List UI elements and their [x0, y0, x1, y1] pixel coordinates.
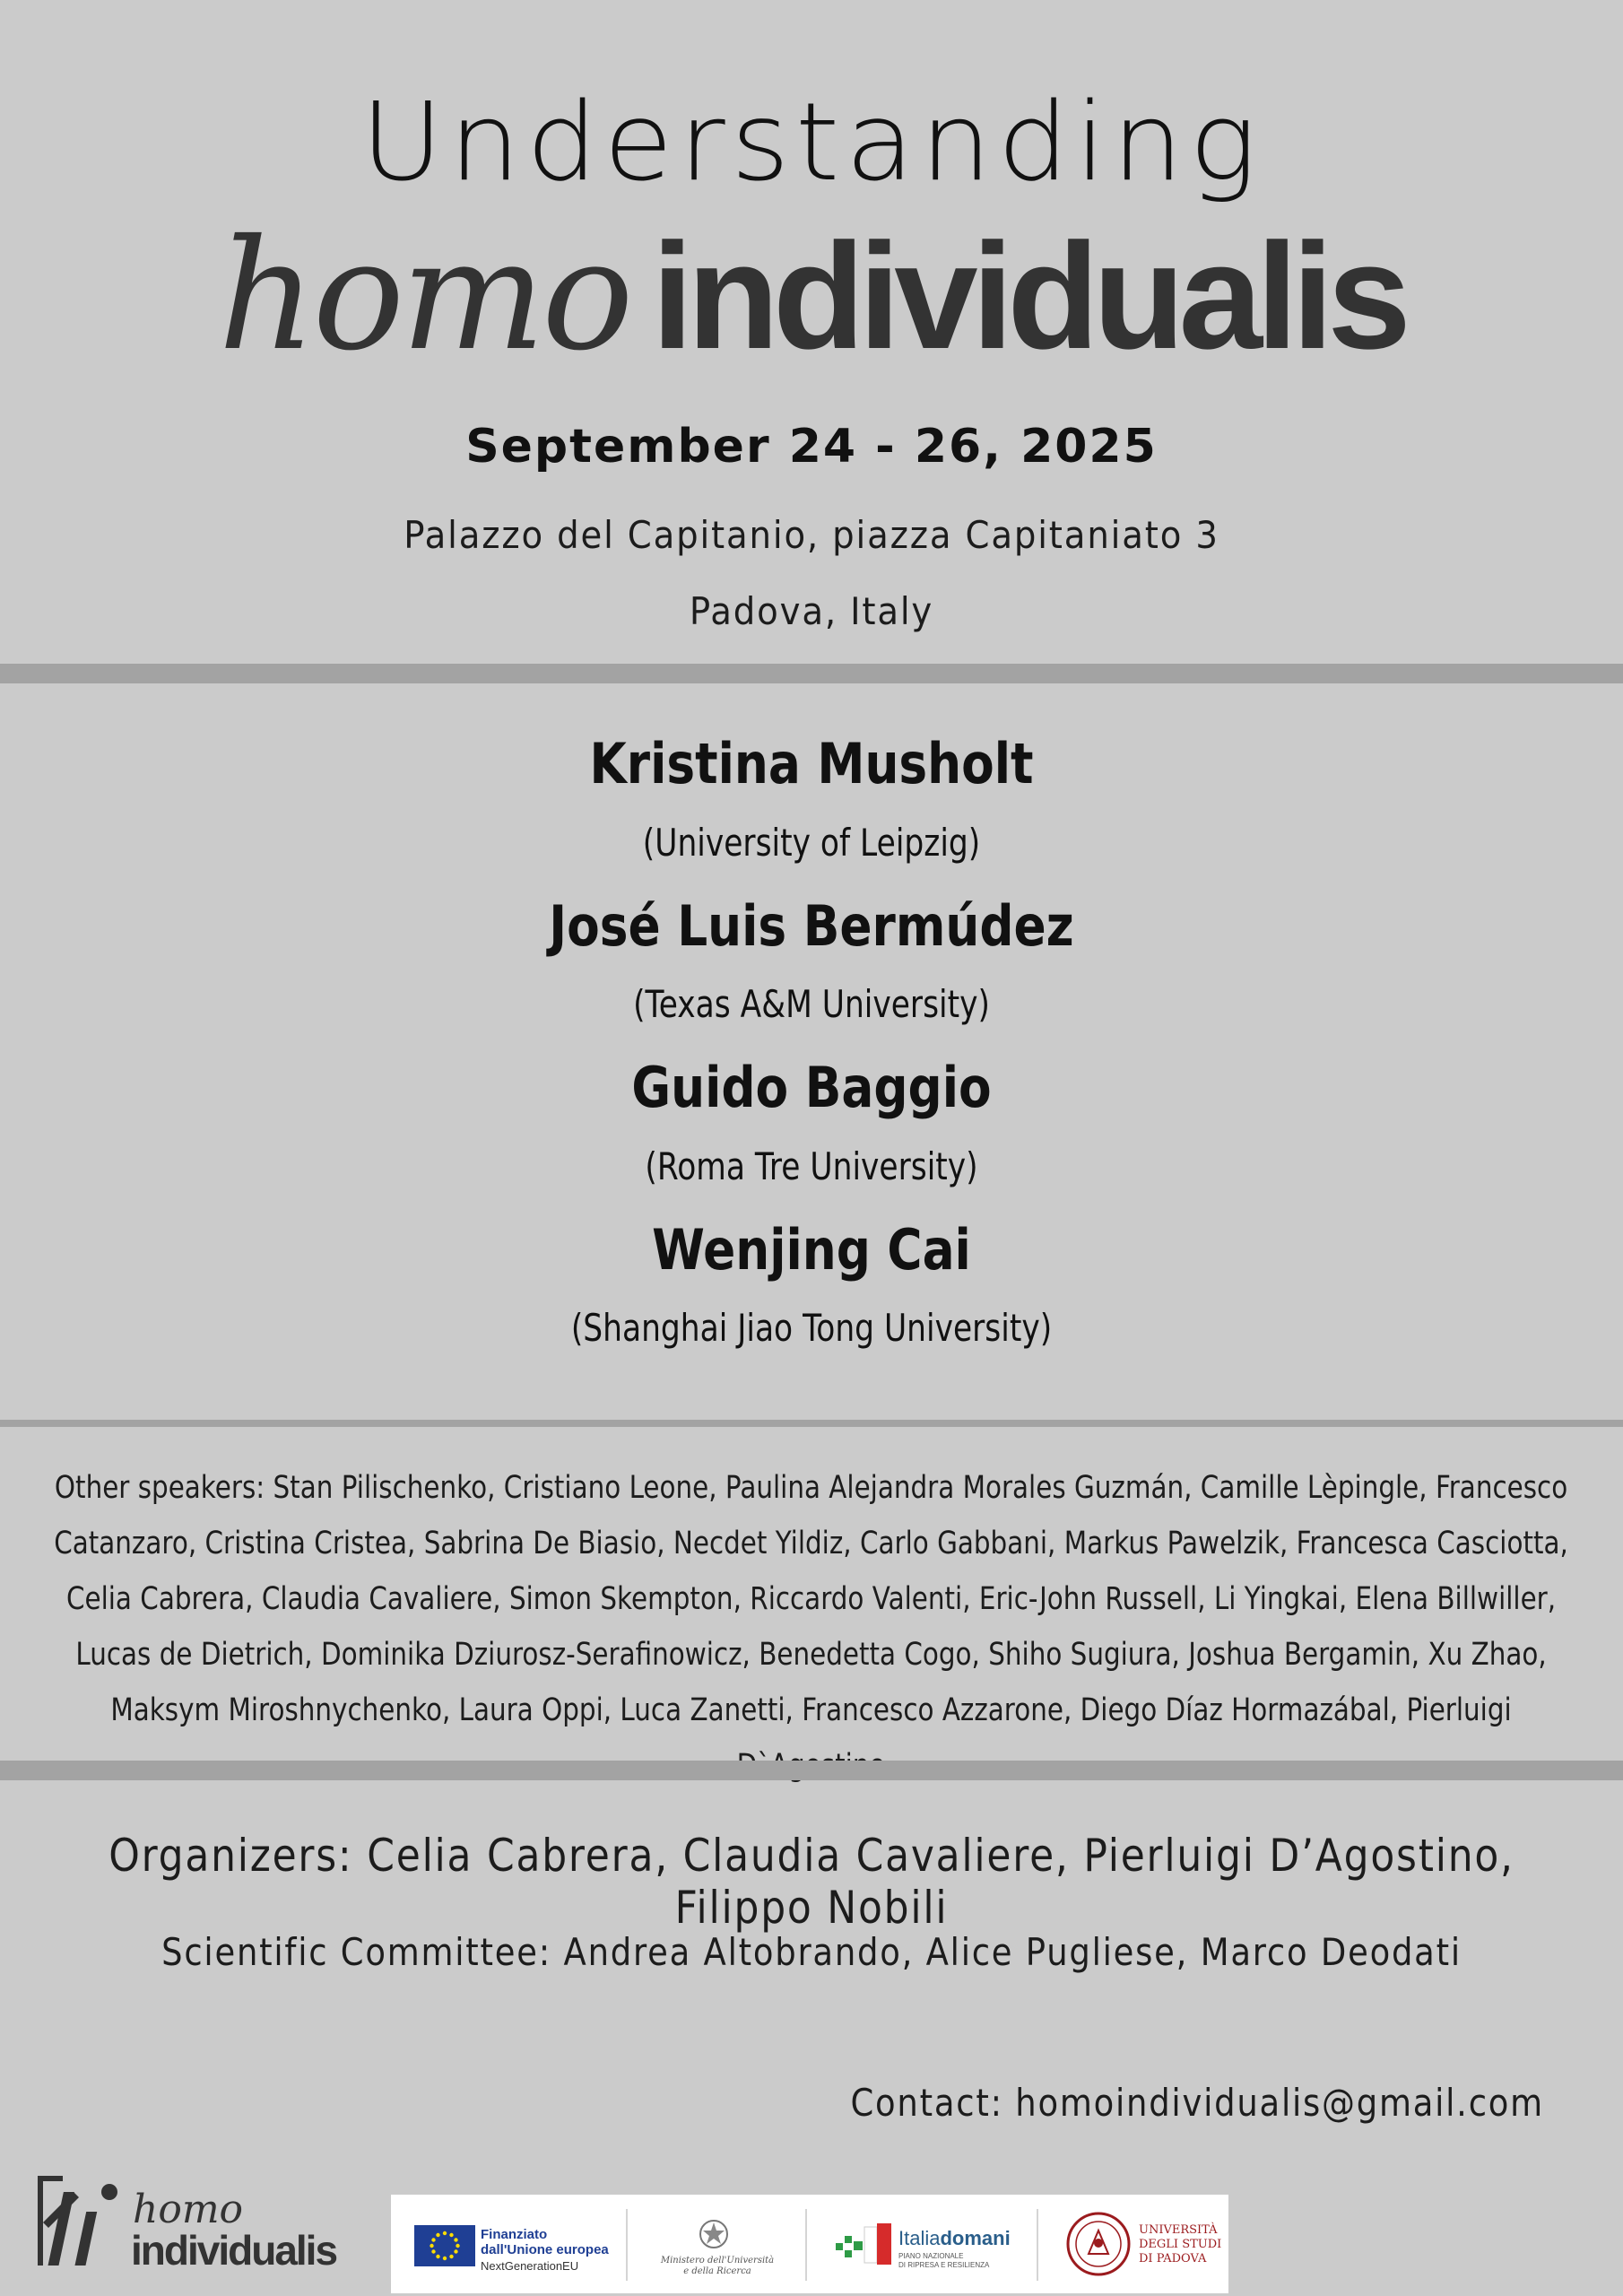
event-date: September 24 - 26, 2025 [465, 420, 1158, 474]
keynote-name: Guido Baggio [631, 1055, 992, 1120]
keynote-name: Kristina Musholt [589, 731, 1034, 796]
divider [0, 1420, 1623, 1427]
title-individualis: individualis [651, 212, 1405, 380]
event-venue: Palazzo del Capitanio, piazza Capitaniato 3 [404, 513, 1219, 557]
event-city: Padova, Italy [689, 589, 934, 633]
keynote-affiliation: (Shanghai Jiao Tong University) [570, 1306, 1053, 1350]
scientific-committee: Scientific Committee: Andrea Altobrando, Alice Pugliese, Marco Deodati [161, 1930, 1462, 1974]
other-speakers [54, 1460, 1569, 1794]
university-seal-icon [1065, 2211, 1132, 2277]
separator [1037, 2209, 1038, 2281]
italian-republic-emblem-icon [696, 2216, 732, 2252]
script-title: Understanding [360, 81, 1263, 205]
keynote-name: José Luis Bermúdez [549, 893, 1074, 959]
homo-individualis-logo [32, 2170, 337, 2278]
eu-funding-label: Finanziato dall'Unione europea [481, 2227, 609, 2257]
keynote-name: Wenjing Cai [652, 1217, 971, 1283]
keynote-affiliation: (University of Leipzig) [642, 821, 981, 865]
eu-next-generation: NextGenerationEU [481, 2259, 579, 2273]
organizers: Organizers: Celia Cabrera, Claudia Cavaliere, Pierluigi D’Agostino, Filippo Nobili [108, 1830, 1515, 1934]
university-label: UNIVERSITÀ DEGLI STUDI DI PADOVA [1139, 2223, 1222, 2266]
divider [0, 664, 1623, 683]
italia-domani-label: Italiadomani [898, 2227, 1011, 2249]
hi-monogram-icon [32, 2170, 122, 2271]
keynote-affiliation: (Texas A&M University) [633, 982, 990, 1026]
eu-flag-icon [414, 2225, 475, 2266]
italia-domani-icon [836, 2223, 893, 2268]
separator [805, 2209, 807, 2281]
contact-email[interactable]: Contact: homoindividualis@gmail.com [850, 2081, 1544, 2125]
title-homo: homo [218, 207, 630, 385]
divider [0, 1761, 1623, 1780]
logo-homo: homo [133, 2187, 244, 2232]
logo-individualis: individualis [131, 2227, 337, 2274]
italia-domani-sub: PIANO NAZIONALE DI RIPRESA E RESILIENZA [898, 2252, 990, 2269]
partner-logos [391, 2195, 1228, 2293]
ministry-label: Ministero dell'Università e della Ricerca [660, 2256, 775, 2276]
keynote-affiliation: (Roma Tre University) [645, 1144, 978, 1188]
separator [626, 2209, 628, 2281]
main-title [0, 207, 1623, 385]
other-speakers-text: Other speakers: Stan Pilischenko, Cristiano Leone, Paulina Alejandra Morales Guzmán, Camille Lèpingle, Francesco Catanzaro, Cristina Cristea, Sabrina De Biasio, Necdet Yildiz, Carlo Gabbani, Markus Pawelzik, Francesca Casciotta, Celia Cabrera, Claudia Cavaliere, Simon Skempton, Riccardo Valenti, Eric-John Russell, Li Yingkai, Elena Billwiller, Lucas de Dietrich, Dominika Dziurosz-Serafinowicz, Benedetta Cogo, Shiho Sugiura, Joshua Bergamin, Xu Zhao, Maksym Miroshnychenko, Laura Oppi, Luca Zanetti, Francesco Azzarone, Diego Díaz Hormazábal, Pierluigi [54, 1470, 1569, 1728]
